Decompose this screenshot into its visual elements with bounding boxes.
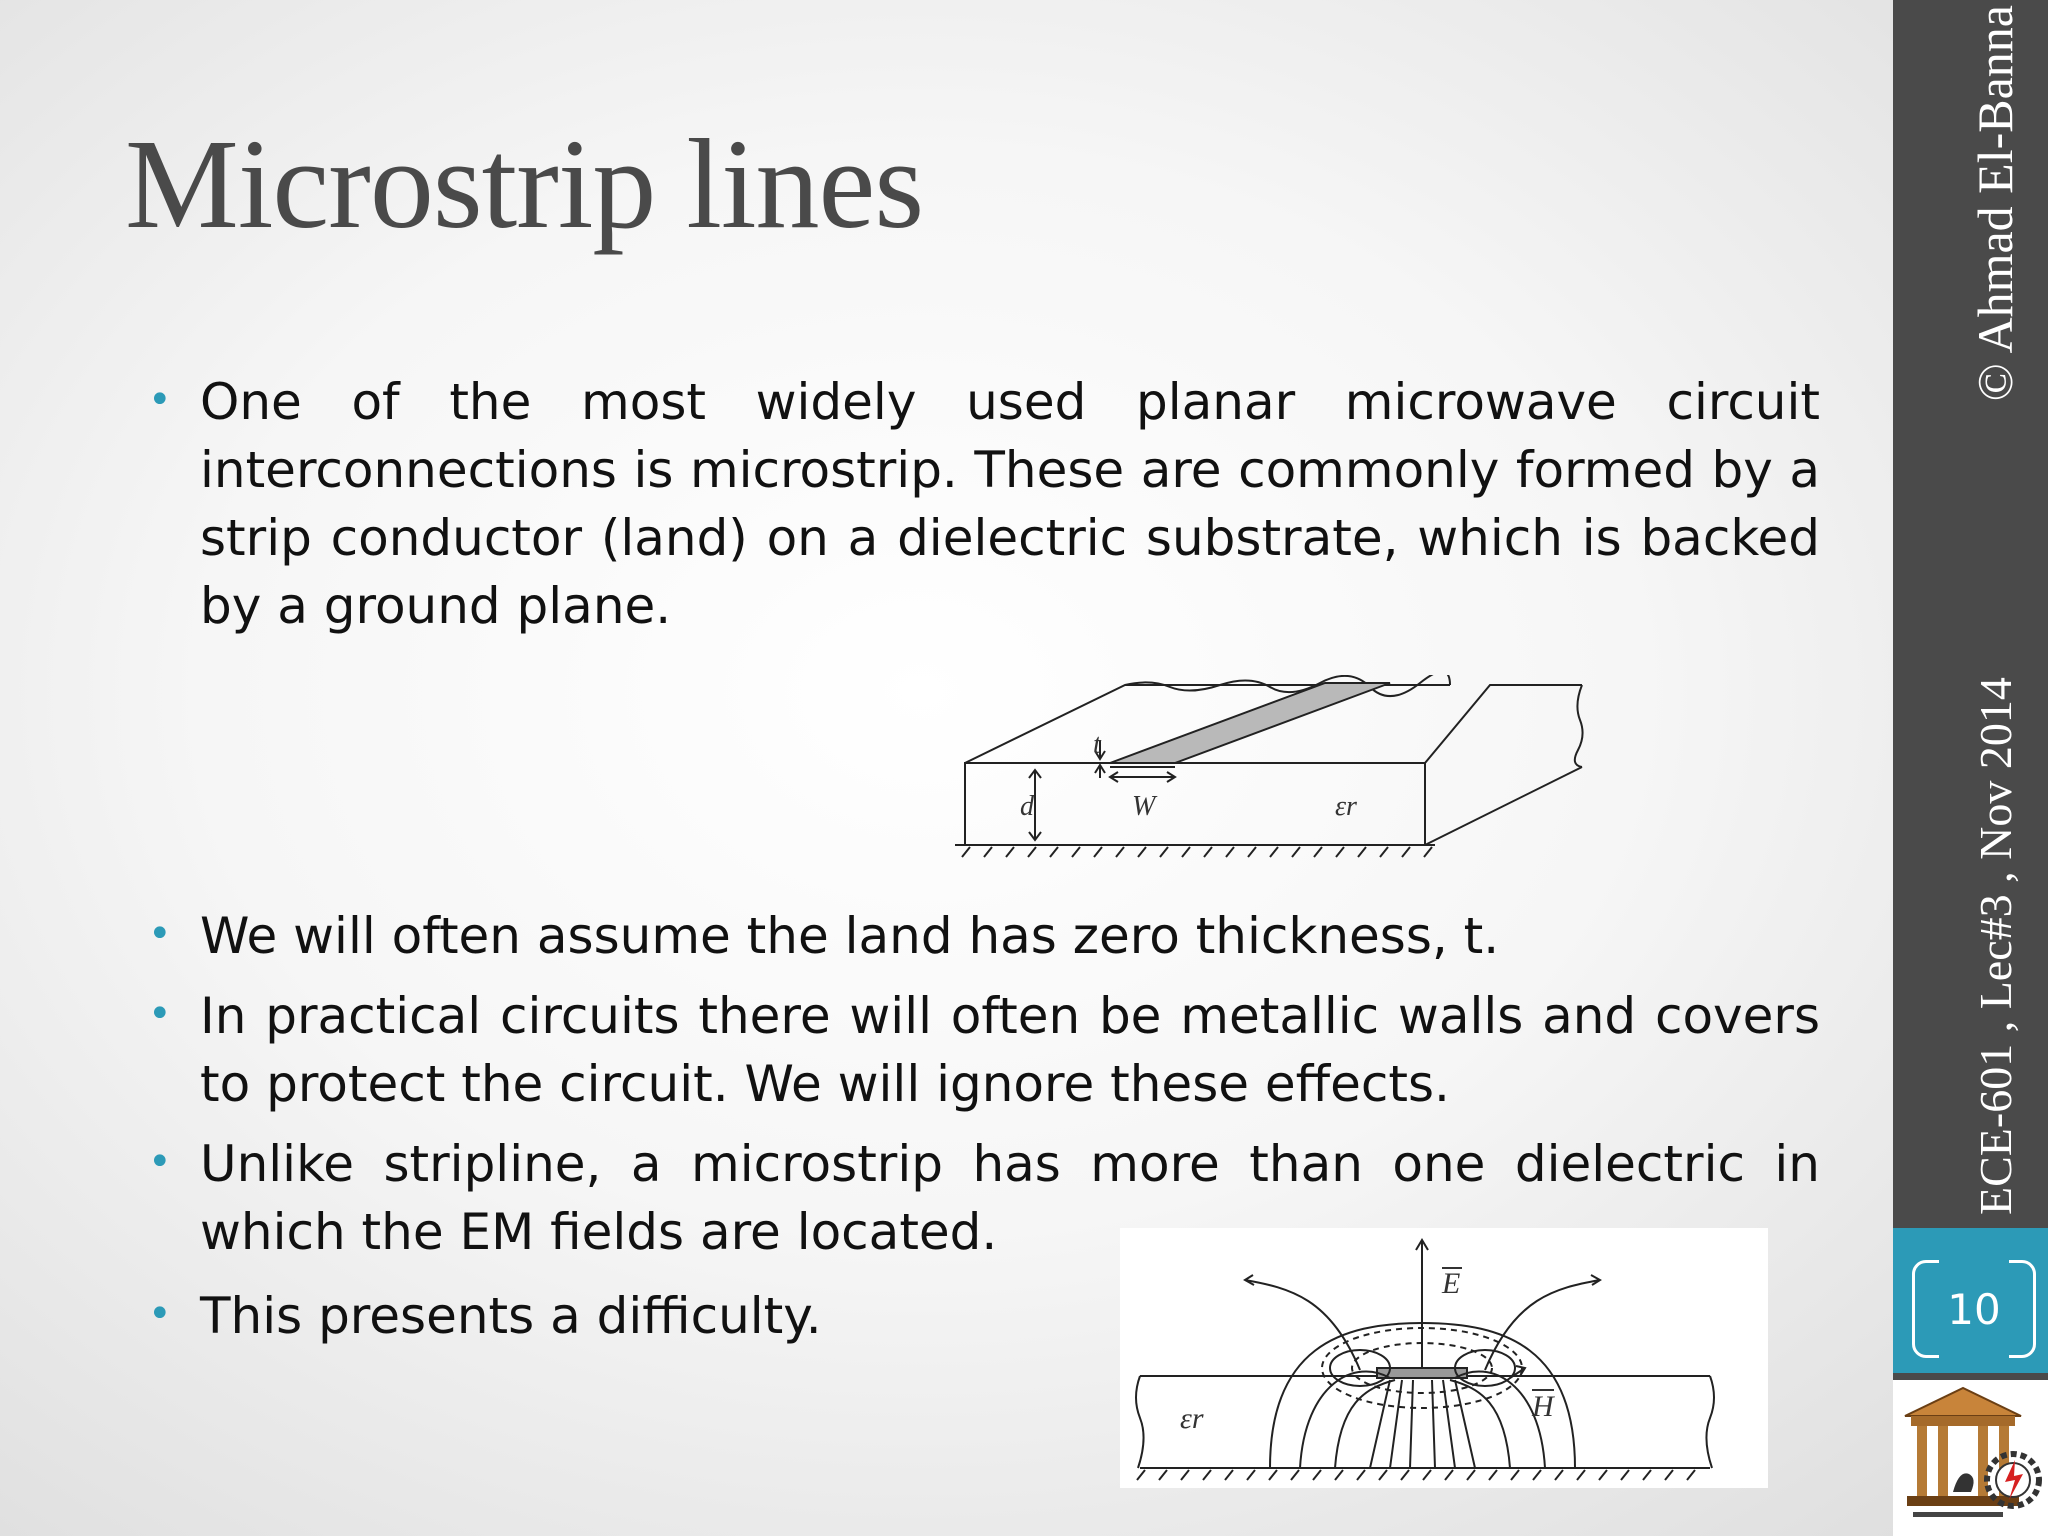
label-er: εr — [1335, 791, 1357, 822]
bullet-text: This presents a difficulty. — [200, 1287, 822, 1345]
label-e-field: E — [1442, 1267, 1461, 1300]
sidebar-vertical-text — [1955, 5, 2035, 1215]
bullet-marker: • — [148, 377, 172, 423]
page-number: 10 — [1947, 1284, 2001, 1334]
faculty-logo — [1893, 1380, 2048, 1536]
bullet-item — [148, 368, 1820, 640]
label-t: t — [1093, 729, 1101, 760]
label-h-field: H — [1532, 1390, 1554, 1423]
bullet-item — [148, 902, 1820, 970]
bullet-text: We will often assume the land has zero thickness, t. — [200, 907, 1500, 965]
bullet-text: In practical circuits there will often be metallic walls and covers to protect the circuit. We will ignore these effects. — [200, 987, 1820, 1113]
course-info: ECE-601 , Lec#3 , Nov 2014 — [1969, 677, 2021, 1215]
bullet-marker: • — [148, 991, 172, 1037]
bullet-text: One of the most widely used planar microwave circuit interconnections is microstrip. These are commonly formed by a strip conductor (land) on a dielectric substrate, which is backed by a ground plane. — [200, 373, 1820, 635]
label-er: εr — [1180, 1402, 1204, 1435]
slide-title: Microstrip lines — [125, 113, 924, 255]
microstrip-cross-section-diagram — [950, 675, 1590, 860]
bullet-marker: • — [148, 1291, 172, 1337]
bullet-marker: • — [148, 911, 172, 957]
microstrip-field-lines-diagram — [1120, 1228, 1768, 1488]
bullet-text: Unlike stripline, a microstrip has more than one dielectric in which the EM fields are located. — [200, 1135, 1820, 1261]
author-credit: © Ahmad El-Banna — [1967, 5, 2023, 402]
bullet-marker: • — [148, 1139, 172, 1185]
label-w: W — [1132, 791, 1156, 822]
label-d: d — [1020, 791, 1034, 822]
bullet-item — [148, 982, 1820, 1118]
